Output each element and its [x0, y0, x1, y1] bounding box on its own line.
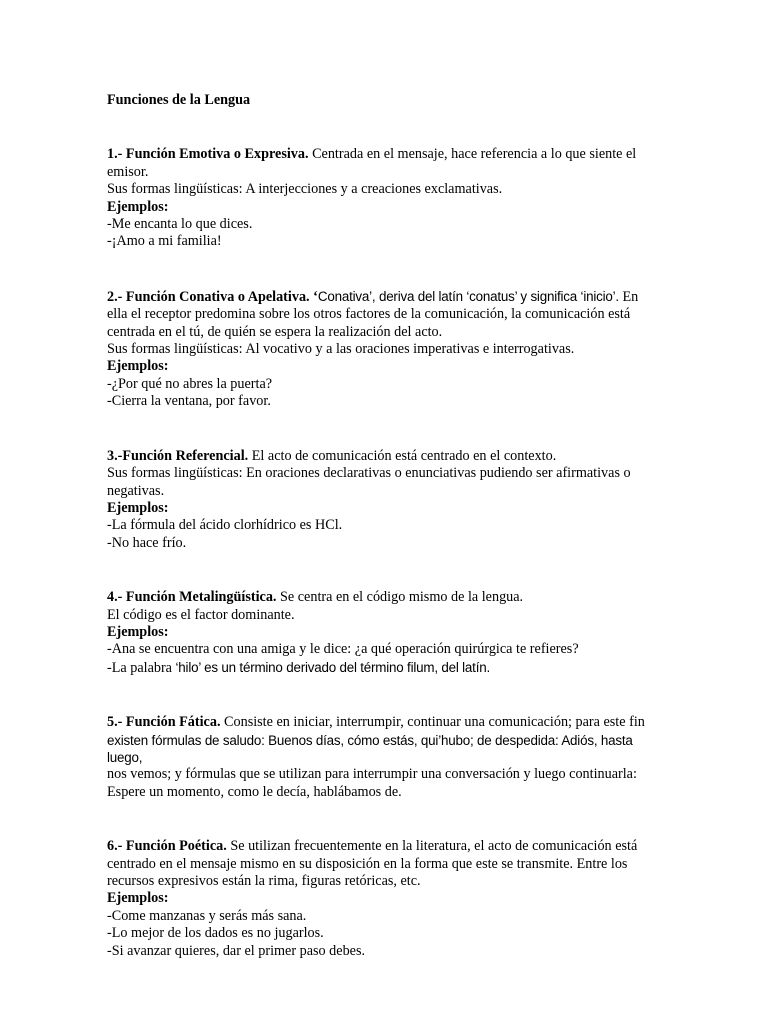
- document-page: [107, 92, 647, 960]
- section-paragraph: [107, 146, 647, 181]
- example-item: -Cierra la ventana, por favor.: [107, 393, 271, 410]
- example-item: -Come manzanas y serás más sana.: [107, 907, 307, 924]
- example-item: -¡Amo a mi familia!: [107, 233, 222, 250]
- section-body: En ella el receptor predomina sobre los otros factores de la comunicación, la comunicación está centrada en el tú, de quién se espera la realización del acto.: [107, 288, 639, 340]
- example-item: -Lo mejor de los dados es no jugarlos.: [107, 925, 324, 942]
- section-paragraph: [107, 714, 647, 731]
- section-heading: 2.- Función Conativa o Apelativa.: [107, 288, 310, 305]
- section-heading: 1.- Función Emotiva o Expresiva.: [107, 146, 309, 163]
- examples-label: Ejemplos:: [107, 358, 169, 375]
- section-poetica: [107, 838, 647, 960]
- example-item: -Ana se encuentra con una amiga y le dice: ¿a qué operación quirúrgica te refieres?: [107, 641, 579, 658]
- example-quote: ‘hilo’ es un término derivado del término filum, del latín.: [175, 659, 490, 675]
- section-paragraph: [107, 589, 647, 606]
- section-heading: 5.- Función Fática.: [107, 714, 221, 731]
- example-prefix: -La palabra: [107, 659, 176, 676]
- document-title: Funciones de la Lengua: [107, 92, 251, 108]
- section-body: Se utilizan frecuentemente en la literatura, el acto de comunicación está centrado en el mensaje mismo en su disposición en la forma que este se transmite. Entre los recursos expresivos están la rima, figuras retóricas, etc.: [107, 838, 638, 889]
- example-item: [107, 659, 647, 677]
- examples-label: Ejemplos:: [107, 198, 169, 215]
- example-item: -No hace frío.: [107, 534, 187, 551]
- section-body: Centrada en el mensaje, hace referencia a lo que siente el emisor.: [107, 146, 637, 180]
- section-body-alt: existen fórmulas de saludo: Buenos días, cómo estás, qui’hubo; de despedida: Adiós, hasta luego,: [107, 732, 633, 765]
- section-body-rest: nos vemos; y fórmulas que se utilizan para interrumpir una conversación y luego continuarla: Espere un momento, como le decía, hablábamos de.: [107, 766, 637, 800]
- section-forms: Sus formas lingüísticas: Al vocativo y a las oraciones imperativas e interrogativas.: [107, 341, 575, 358]
- quote-mark: ‘: [309, 288, 318, 305]
- section-fatica: [107, 714, 647, 801]
- example-item: -Si avanzar quieres, dar el primer paso debes.: [107, 942, 366, 959]
- examples-label: Ejemplos:: [107, 623, 169, 640]
- section-paragraph: [107, 838, 647, 890]
- examples-label: Ejemplos:: [107, 499, 169, 516]
- section-heading: 4.- Función Metalingüística.: [107, 589, 277, 606]
- section-heading: 6.- Función Poética.: [107, 838, 227, 855]
- examples-label: Ejemplos:: [107, 890, 169, 907]
- section-heading: 3.-Función Referencial.: [107, 447, 249, 464]
- section-body: Se centra en el código mismo de la lengua.: [276, 589, 524, 606]
- section-referencial: [107, 448, 647, 552]
- example-item: -Me encanta lo que dices.: [107, 216, 253, 233]
- section-body: El acto de comunicación está centrado en el contexto.: [248, 447, 557, 464]
- section-body: Consiste en iniciar, interrumpir, continuar una comunicación; para este fin: [220, 714, 645, 731]
- section-metalinguistica: [107, 589, 647, 677]
- example-item: -¿Por qué no abres la puerta?: [107, 375, 273, 392]
- section-forms: El código es el factor dominante.: [107, 606, 295, 623]
- section-paragraph: [107, 288, 647, 341]
- section-conativa: [107, 288, 647, 411]
- section-forms: Sus formas lingüísticas: A interjecciones y a creaciones exclamativas.: [107, 181, 503, 198]
- section-emotiva: [107, 146, 647, 250]
- section-paragraph: [107, 448, 647, 465]
- example-item: -La fórmula del ácido clorhídrico es HCl.: [107, 517, 343, 534]
- section-body-quote: Conativa’, deriva del latín ‘conatus’ y significa ‘inicio’.: [317, 288, 619, 304]
- section-forms: Sus formas lingüísticas: En oraciones declarativas o enunciativas pudiendo ser afirmativas o negativas.: [107, 465, 631, 499]
